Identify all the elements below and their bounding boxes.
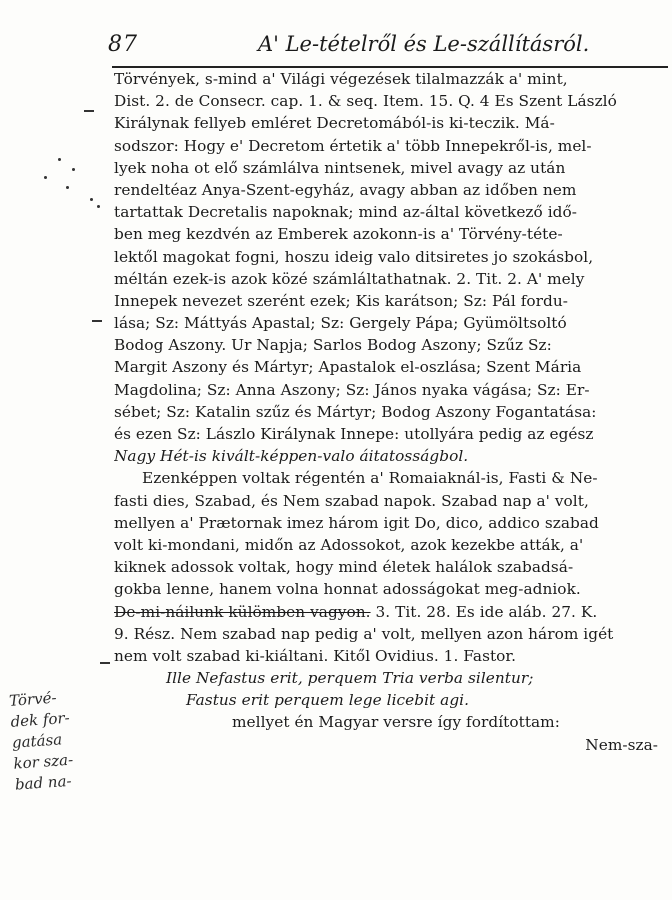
text-line: Törvények, s-mind a' Világi végezések tilalmazzák a' mint, <box>114 70 568 88</box>
ink-speck <box>66 186 69 189</box>
text-line: nem volt szabad ki-kiáltani. Kitől Ovidius. 1. Fastor. <box>114 646 517 665</box>
margin-note-line: gatása <box>11 730 63 752</box>
ink-speck <box>44 176 47 179</box>
text-line: mellyen a' Prætornak imez három igit Do, dico, addico szabad <box>114 513 599 532</box>
catchword: Nem-sza- <box>585 735 658 754</box>
page-header <box>108 30 668 64</box>
body-text <box>114 68 672 756</box>
margin-note-line: dek for- <box>9 708 71 731</box>
ink-speck <box>90 198 93 201</box>
text-line: fasti dies, Szabad, és Nem szabad napok. Szabad nap a' volt, <box>114 491 589 510</box>
text-line: lyek noha ot elő számlálva nintsenek, mivel avagy az után <box>114 158 566 177</box>
struck-text-line: De-mi-náilunk külömben vagyon. 3. Tit. 28. Es ide aláb. 27. K. <box>114 602 598 621</box>
ink-speck <box>58 158 61 161</box>
margin-note-line: kor sza- <box>12 750 74 773</box>
margin-dash <box>84 110 94 112</box>
text-line: rendeltéaz Anya-Szent-egyház, avagy abban az időben nem <box>114 180 577 199</box>
text-line: 9. Rész. Nem szabad nap pedig a' volt, mellyen azon három igét <box>114 624 614 643</box>
translation-intro-line: mellyet én Magyar versre így fordítottam: <box>232 713 560 732</box>
text-line: Margit Aszony és Mártyr; Apastalok el-oszlása; Szent Mária <box>114 358 582 377</box>
text-line: ben meg kezdvén az Emberek azokonn-is a' Törvény-téte- <box>114 225 563 244</box>
margin-dash <box>100 662 110 664</box>
text-line: sébet; Sz: Katalin szűz és Mártyr; Bodog Aszony Fogantatása: <box>114 402 597 421</box>
latin-verse-line: Fastus erit perquem lege licebit agi. <box>186 691 470 710</box>
page-number: 87 <box>108 32 138 57</box>
margin-note-line: Törvé- <box>8 688 58 710</box>
text-line: Nagy Hét-is kivált-képpen-valo áitatosságbol. <box>114 447 469 466</box>
margin-dash <box>92 320 102 322</box>
margin-note-line: bad na- <box>14 771 73 794</box>
text-line: gokba lenne, hanem volna honnat adosságokat meg-adniok. <box>114 580 581 599</box>
ink-speck <box>97 205 100 208</box>
latin-verse-line: Ille Nefastus erit, perquem Tria verba silentur; <box>166 669 534 688</box>
ink-speck <box>72 168 75 171</box>
text-line: Innepek nevezet szerént ezek; Kis karátson; Sz: Pál fordu- <box>114 291 568 310</box>
text-line: Bodog Aszony. Ur Napja; Sarlos Bodog Aszony; Szűz Sz: <box>114 336 552 355</box>
text-line: volt ki-mondani, midőn az Adossokot, azok kezekbe atták, a' <box>114 535 584 554</box>
text-line: lása; Sz: Máttyás Apastal; Sz: Gergely Pápa; Gyümöltsoltó <box>114 314 567 333</box>
text-line: tartattak Decretalis napoknak; mind az-által következő idő- <box>114 203 577 222</box>
text-line: méltán ezek-is azok közé számláltathatnak. 2. Tit. 2. A' mely <box>114 269 585 288</box>
text-line: sodszor: Hogy e' Decretom értetik a' több Innepekről-is, mel- <box>114 136 592 155</box>
text-line: Királynak fellyeb emléret Decretomából-is ki-teczik. Má- <box>114 114 555 133</box>
text-line: Dist. 2. de Consecr. cap. 1. & seq. Item. 15. Q. 4 Es Szent László <box>114 92 617 111</box>
text-line: kiknek adossok voltak, hogy mind életek halálok szabadsá- <box>114 558 574 577</box>
text-line: és ezen Sz: Lászlo Királynak Innepe: utollyára pedig az egész <box>114 425 594 443</box>
text-line: Magdolina; Sz: Anna Aszony; Sz: János nyaka vágása; Sz: Er- <box>114 380 590 399</box>
text-line: lektől magokat fogni, hoszu ideig valo ditsiretes jo szokásbol, <box>114 247 594 266</box>
paragraph-start-line: Ezenképpen voltak régentén a' Romaiaknál-is, Fasti & Ne- <box>142 469 598 488</box>
running-head: A' Le-tételről és Le-szállításról. <box>258 32 590 56</box>
handwritten-margin-note <box>8 685 95 795</box>
